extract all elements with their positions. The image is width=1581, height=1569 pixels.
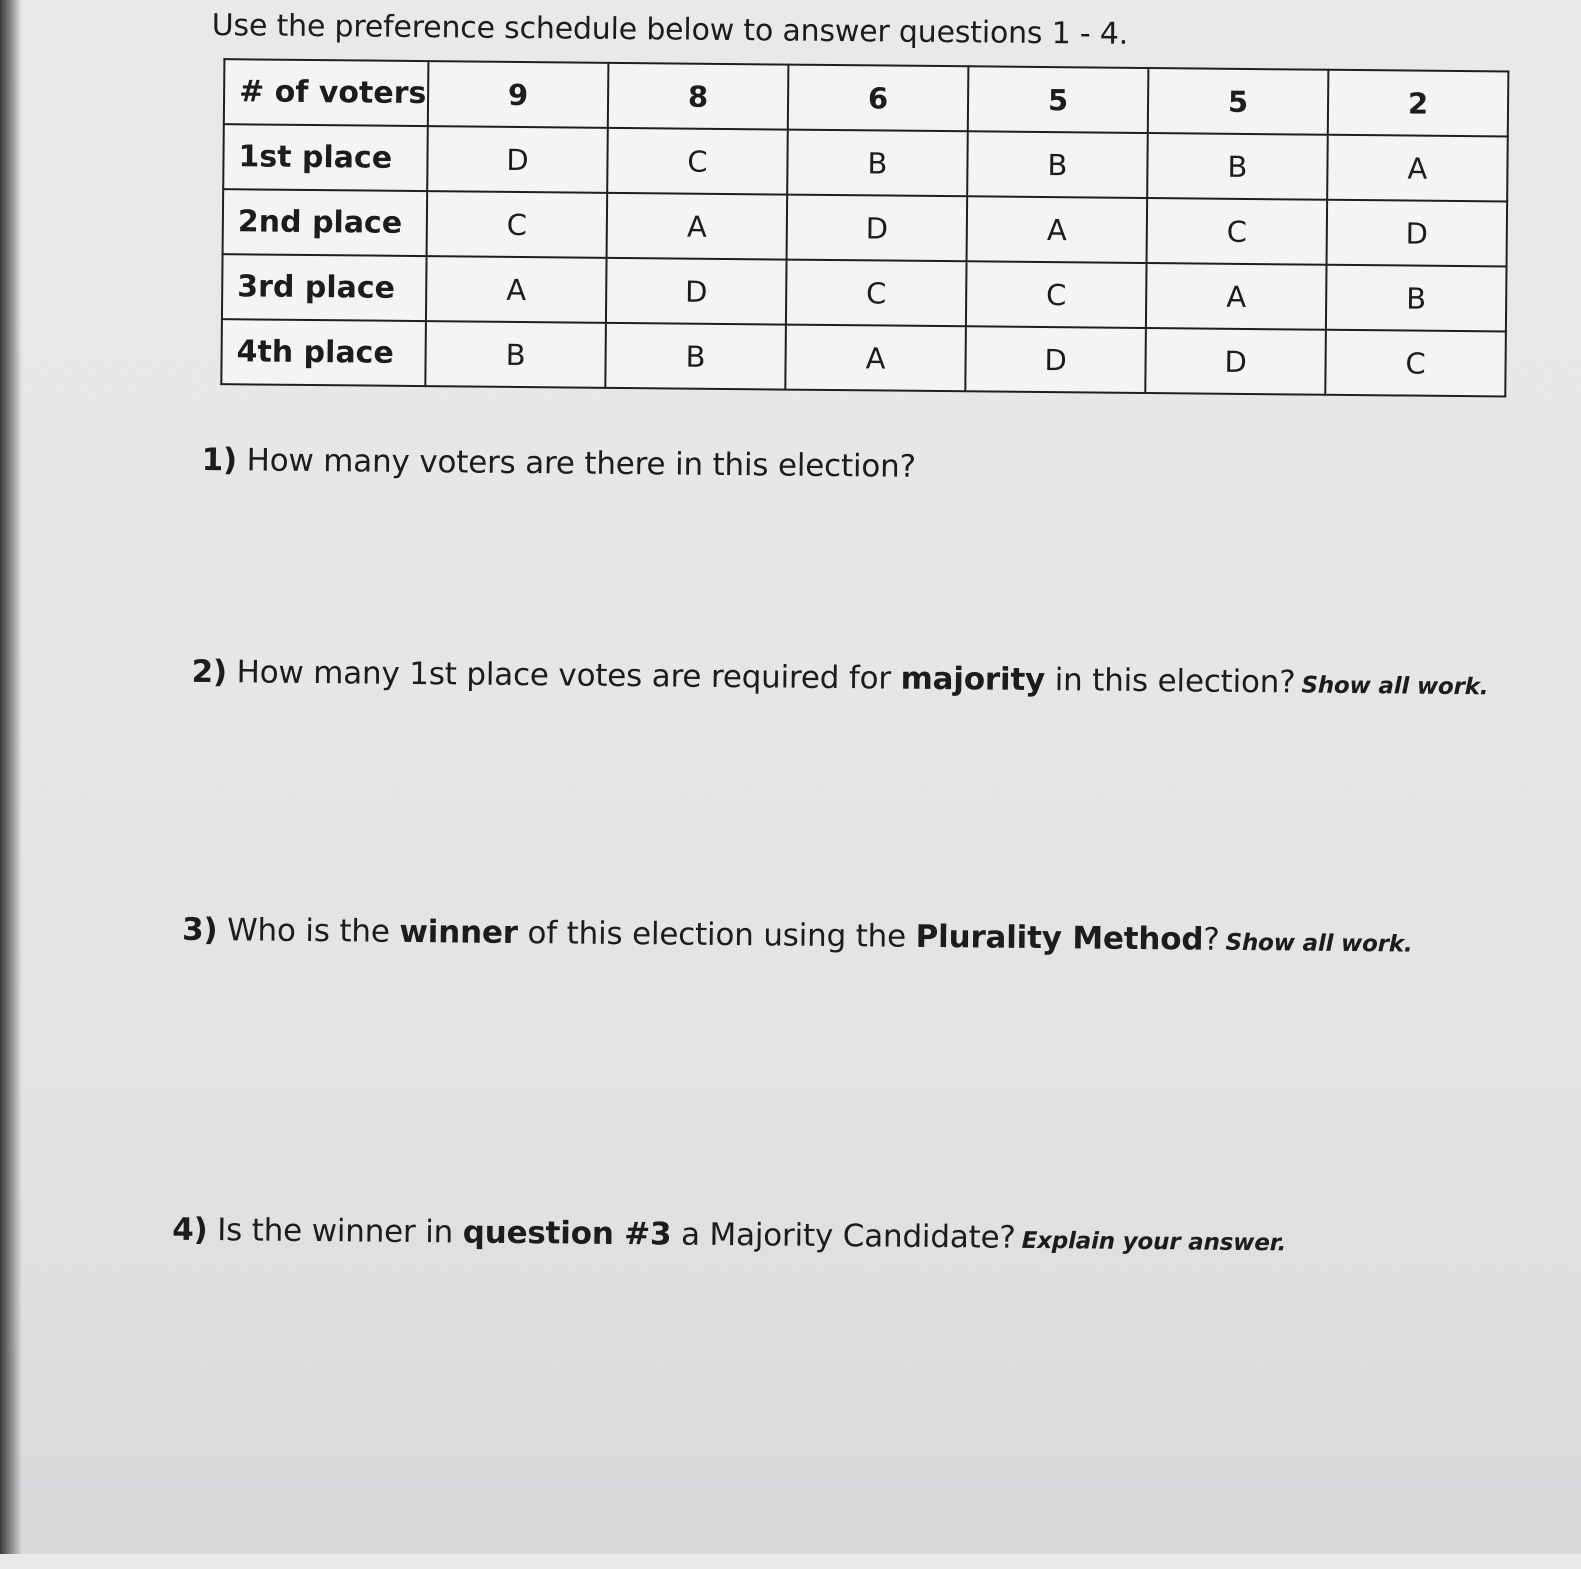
candidate-cell: B — [1326, 265, 1507, 332]
candidate-cell: A — [785, 325, 966, 392]
candidate-cell: C — [427, 191, 608, 258]
voter-count-cell: 2 — [1328, 70, 1509, 137]
rank-row-label: 3rd place — [222, 254, 427, 321]
candidate-cell: A — [426, 256, 607, 323]
candidate-cell: C — [966, 261, 1147, 328]
candidate-cell: A — [967, 196, 1148, 263]
question-number: 2) — [191, 653, 228, 691]
question-3 — [182, 912, 1413, 960]
candidate-cell: A — [1146, 263, 1327, 330]
question-text: of this election using the — [517, 915, 916, 955]
voter-count-cell: 5 — [1148, 68, 1329, 135]
candidate-cell: A — [607, 193, 788, 260]
candidate-cell: C — [607, 128, 788, 195]
emphasis-plurality-method: Plurality Method — [915, 918, 1204, 958]
rank-row-label: 2nd place — [223, 189, 428, 256]
question-text: Who is the — [217, 912, 400, 950]
question-note: Show all work. — [1225, 929, 1413, 958]
question-text: How many voters are there in this election? — [236, 442, 916, 485]
rank-row-4th — [221, 319, 1506, 396]
preference-schedule-table — [220, 58, 1509, 397]
question-text: a Majority Candidate? — [671, 1216, 1016, 1256]
voter-count-cell: 9 — [428, 61, 609, 128]
voter-count-cell: 5 — [968, 66, 1149, 133]
candidate-cell: C — [786, 260, 967, 327]
candidate-cell: B — [967, 131, 1148, 198]
candidate-cell: A — [1327, 135, 1508, 202]
question-note: Explain your answer. — [1021, 1227, 1287, 1257]
emphasis-majority: majority — [900, 660, 1046, 699]
rank-row-label: 4th place — [221, 319, 426, 386]
question-4 — [172, 1212, 1286, 1259]
question-text: in this election? — [1044, 662, 1296, 701]
rank-row-2nd — [223, 189, 1508, 266]
instructions-text: Use the preference schedule below to answer questions 1 - 4. — [211, 8, 1129, 52]
candidate-cell: D — [606, 258, 787, 325]
candidate-cell: D — [965, 326, 1146, 393]
question-1 — [201, 442, 916, 485]
voter-count-cell: 6 — [788, 65, 969, 132]
candidate-cell: D — [1145, 328, 1326, 395]
candidate-cell: B — [425, 321, 606, 388]
candidate-cell: B — [605, 323, 786, 390]
question-note: Show all work. — [1301, 672, 1489, 701]
candidate-cell: B — [787, 130, 968, 197]
question-text: ? — [1203, 921, 1220, 958]
question-number: 1) — [201, 441, 238, 479]
question-text: Is the winner in — [207, 1212, 463, 1251]
candidate-cell: D — [1327, 200, 1508, 267]
question-number: 4) — [172, 1211, 208, 1249]
voters-row — [224, 59, 1509, 136]
emphasis-question-3: question #3 — [462, 1214, 672, 1253]
question-text: How many 1st place votes are required for — [226, 654, 901, 697]
question-2 — [191, 654, 1488, 702]
candidate-cell: D — [427, 126, 608, 193]
question-number: 3) — [181, 911, 218, 949]
candidate-cell: C — [1147, 198, 1328, 265]
rank-row-1st — [223, 124, 1508, 201]
candidate-cell: C — [1325, 330, 1506, 397]
voters-row-label: # of voters — [224, 59, 429, 126]
candidate-cell: B — [1147, 133, 1328, 200]
candidate-cell: D — [787, 195, 968, 262]
emphasis-winner: winner — [399, 913, 519, 952]
rank-row-label: 1st place — [223, 124, 428, 191]
rank-row-3rd — [222, 254, 1507, 331]
voter-count-cell: 8 — [608, 63, 789, 130]
